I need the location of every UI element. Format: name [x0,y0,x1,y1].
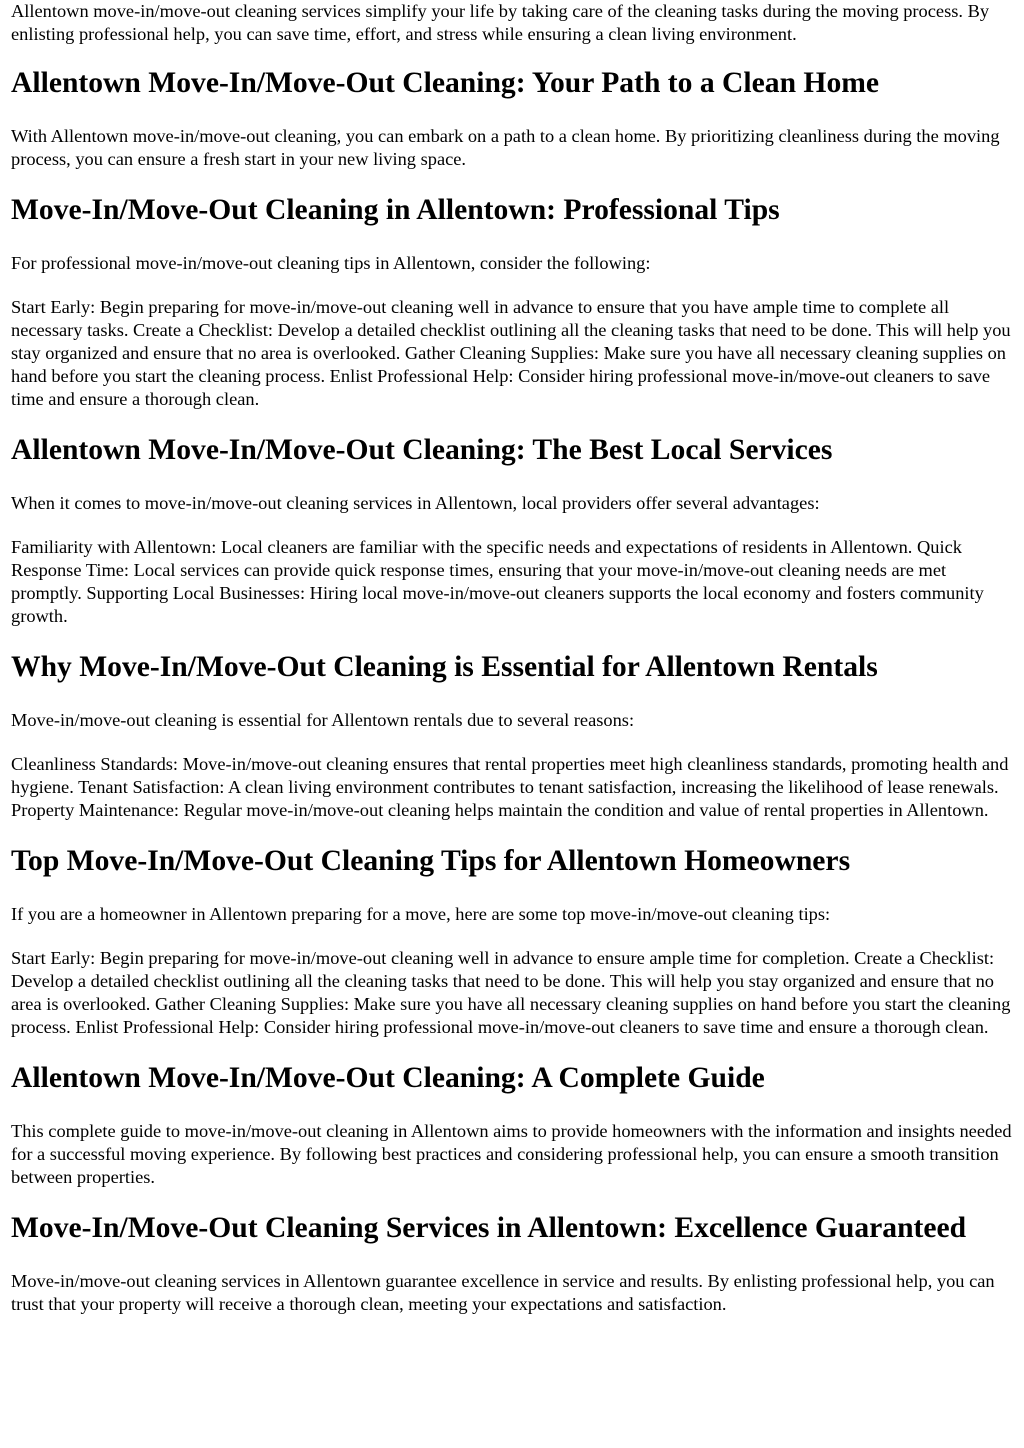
section-paragraph: Move-in/move-out cleaning is essential for Allentown rentals due to several reasons: [11,710,635,730]
section-paragraph: Cleanliness Standards: Move-in/move-out cleaning ensures that rental properties meet high cleanliness standards, promoting health and hygiene. Tenant Satisfaction: A clean living environment contributes to tenant satisfaction, increasing the likelihood of lease renewals. Property Maintenance: Regular move-in/move-out cleaning helps maintain the condition and value of rental properties in Allentown. [11,754,1009,820]
section-heading-best-local-services: Allentown Move-In/Move-Out Cleaning: The Best Local Services [11,434,833,466]
intro-paragraph: Allentown move-in/move-out cleaning services simplify your life by taking care of the cleaning tasks during the moving process. By enlisting professional help, you can save time, effort, and stress while ensuring a clean living environment. [11,1,990,44]
section-heading-complete-guide: Allentown Move-In/Move-Out Cleaning: A Complete Guide [11,1062,765,1094]
section-paragraph: When it comes to move-in/move-out cleaning services in Allentown, local providers offer several advantages: [11,493,820,513]
section-paragraph: Start Early: Begin preparing for move-in/move-out cleaning well in advance to ensure that you have ample time to complete all necessary tasks. Create a Checklist: Develop a detailed checklist outlining all the cleaning tasks that need to be done. This will help you stay organized and ensure that no area is overlooked. Gather Cleaning Supplies: Make sure you have all necessary cleaning supplies on hand before you start the cleaning process. Enlist Professional Help: Consider hiring professional move-in/move-out cleaners to save time and ensure a thorough clean. [11,297,1011,409]
section-paragraph: With Allentown move-in/move-out cleaning, you can embark on a path to a clean home. By prioritizing cleanliness during the moving process, you can ensure a fresh start in your new living space. [11,126,1000,169]
section-paragraph: If you are a homeowner in Allentown preparing for a move, here are some top move-in/move-out cleaning tips: [11,904,831,924]
section-heading-excellence-guaranteed: Move-In/Move-Out Cleaning Services in Allentown: Excellence Guaranteed [11,1212,967,1244]
section-paragraph: Familiarity with Allentown: Local cleaners are familiar with the specific needs and expectations of residents in Allentown. Quick Response Time: Local services can provide quick response times, ensuring that your move-in/move-out cleaning needs are met promptly. Supporting Local Businesses: Hiring local move-in/move-out cleaners supports the local economy and fosters community growth. [11,537,984,626]
section-paragraph: This complete guide to move-in/move-out cleaning in Allentown aims to provide homeowners with the information and insights needed for a successful moving experience. By following best practices and considering professional help, you can ensure a smooth transition between properties. [11,1121,1012,1187]
section-heading-professional-tips: Move-In/Move-Out Cleaning in Allentown: Professional Tips [11,194,780,226]
section-paragraph: Move-in/move-out cleaning services in Allentown guarantee excellence in service and results. By enlisting professional help, you can trust that your property will receive a thorough clean, meeting your expectations and satisfaction. [11,1271,995,1314]
section-heading-tips-for-homeowners: Top Move-In/Move-Out Cleaning Tips for Allentown Homeowners [11,845,851,877]
section-paragraph: Start Early: Begin preparing for move-in/move-out cleaning well in advance to ensure ample time for completion. Create a Checklist: Develop a detailed checklist outlining all the cleaning tasks that need to be done. This will help you stay organized and ensure that no area is overlooked. Gather Cleaning Supplies: Make sure you have all necessary cleaning supplies on hand before you start the cleaning process. Enlist Professional Help: Consider hiring professional move-in/move-out cleaners to save time and ensure a thorough clean. [11,948,1011,1037]
section-heading-essential-for-rentals: Why Move-In/Move-Out Cleaning is Essential for Allentown Rentals [11,651,878,683]
section-paragraph: For professional move-in/move-out cleaning tips in Allentown, consider the following: [11,253,651,273]
section-heading-path-to-clean-home: Allentown Move-In/Move-Out Cleaning: Your Path to a Clean Home [11,67,880,99]
